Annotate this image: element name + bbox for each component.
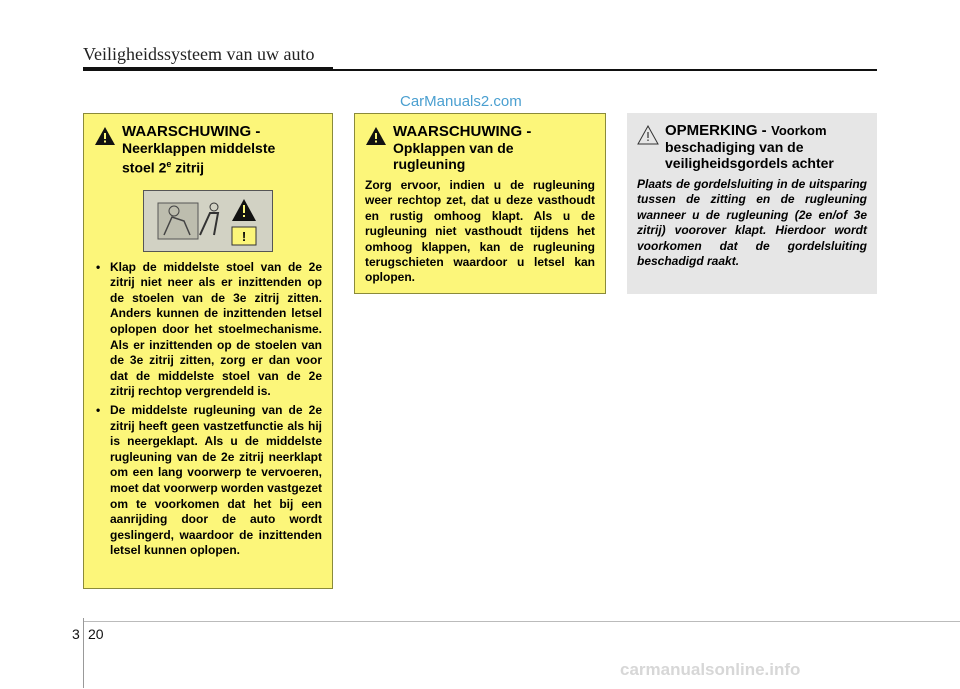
warning-box-raise-backrest xyxy=(354,113,606,294)
svg-text:!: ! xyxy=(241,228,247,244)
chapter-number: 3 xyxy=(72,626,80,642)
header-rule-thick xyxy=(83,67,333,71)
watermark-top: CarManuals2.com xyxy=(400,93,522,110)
note-subtitle-line2: veiligheidsgordels achter xyxy=(665,155,834,171)
page-number-separator xyxy=(83,618,84,688)
page-number: 20 xyxy=(88,626,104,642)
warning-title: WAARSCHUWING - xyxy=(122,123,261,140)
warning-subtitle: Neerklappen middelste xyxy=(122,140,276,156)
caution-triangle-icon xyxy=(637,125,659,145)
note-box-seatbelts xyxy=(627,113,877,294)
warning-heading xyxy=(365,124,595,172)
header-rule-thin xyxy=(333,69,877,71)
page-header-title: Veiligheidssysteem van uw auto xyxy=(83,44,315,64)
warning-triangle-icon xyxy=(94,126,116,146)
warning-bullet-list xyxy=(94,260,322,559)
note-heading xyxy=(637,123,867,171)
note-body: Plaats de gordelsluiting in de uitsparing tussen de zitting en de rugleuning wanneer u de rugleuning (2e en/of 3e zitrij) voorover klapt. Hierdoor wordt voorkomen dat de gordelsluiting beschadigd raakt. xyxy=(637,177,867,269)
seat-warning-illustration xyxy=(143,190,273,252)
note-subtitle: beschadiging van de xyxy=(665,139,804,155)
warning-box-fold-down-seat xyxy=(83,113,333,589)
warning-triangle-icon xyxy=(365,126,387,146)
warning-subtitle: Opklappen van de xyxy=(393,140,514,156)
warning-subtitle-line2: stoel 2e zitrij xyxy=(122,159,205,176)
watermark-bottom: carmanualsonline.info xyxy=(620,660,801,679)
warning-subtitle-line2: rugleuning xyxy=(393,156,466,172)
warning-bullet: • Klap de middelste stoel van de 2e zitrij niet neer als er inzittenden op de stoelen van de 3e zitrij zitten. Anders kunnen de inzittenden letsel oplopen door het stoelmechanisme. Als er inzittenden op de stoelen van de 3e zitrij zitten, zorg er dan voor dat de middelste stoel van de 2e zitrij rechtop vergrendeld is. xyxy=(96,259,322,399)
note-title: OPMERKING - Voorkom xyxy=(665,122,827,139)
warning-title: WAARSCHUWING - xyxy=(393,123,532,140)
seat-illustration-image xyxy=(144,191,272,251)
warning-bullet: • De middelste rugleuning van de 2e zitrij heeft geen vastzetfunctie als hij is neergeklapt. Als u de middelste rugleuning van de 2e zitrij neerklapt om een lang voorwerp te vervoeren, moet dat voorwerp worden vastgezet om te voorkomen dat het bij een aanrijding door de auto wordt geslingerd, waardoor de inzittenden letsel kunnen oplopen. xyxy=(96,403,322,558)
footer-rule xyxy=(84,621,960,622)
warning-body: Zorg ervoor, indien u de rugleuning weer rechtop zet, dat u deze vasthoudt en rustig omhoog klapt. Als u de rugleuning niet vasthoudt tijdens het omhoog klappen, kan de rugleuning terugschieten waardoor u letsel kan oplopen. xyxy=(365,178,595,285)
warning-heading xyxy=(94,124,322,176)
